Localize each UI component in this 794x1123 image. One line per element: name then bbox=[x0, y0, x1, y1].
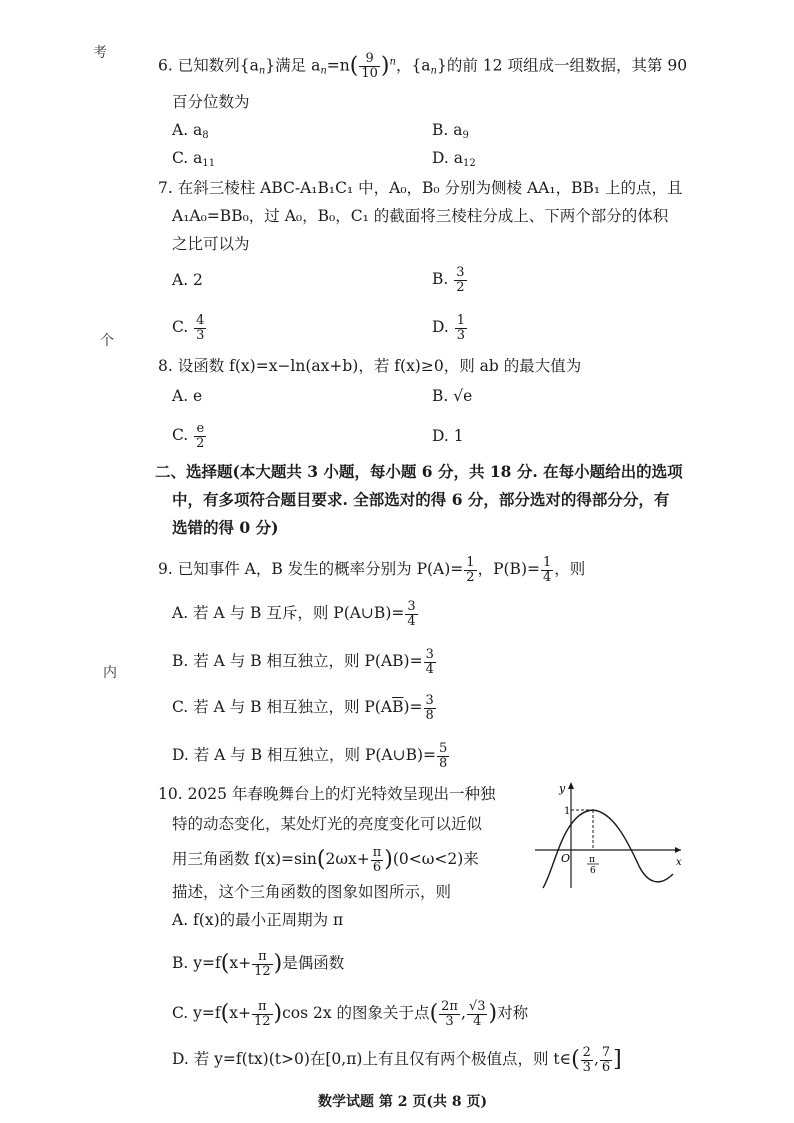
q7-option-d: D. $\frac{1}{3}$ bbox=[432, 312, 466, 343]
q7-stem-line3: 之比可以为 bbox=[172, 235, 250, 253]
q10-stem-line2: 特的动态变化，某处灯光的亮度变化可以近似 bbox=[172, 815, 483, 833]
section2-line3: 选错的得 0 分) bbox=[172, 518, 279, 537]
section2-line2: 中，有多项符合题目要求. 全部选对的得 6 分，部分选对的得部分分，有 bbox=[172, 490, 670, 509]
q10-option-d: D. 若 y=f(tx)(t>0)在[0,π)上有且仅有两个极值点，则 t∈( $\frac{2}{3}$ , $\frac{7}{6}$ ] bbox=[172, 1044, 622, 1075]
q9-option-c: C. 若 A 与 B 相互独立，则 $P(A\overline{B})=$ $\frac{3}{8}$ bbox=[172, 692, 434, 723]
q7-option-c: C. $\frac{4}{3}$ bbox=[172, 312, 205, 343]
q8-stem: 8. 设函数 f(x)=x−ln(ax+b)，若 f(x)≥0，则 ab 的最大值为 bbox=[158, 357, 582, 375]
q7-stem-line1: 7. 在斜三棱柱 ABC-A₁B₁C₁ 中，A₀，B₀ 分别为侧棱 AA₁，BB₁ 上的点，且 bbox=[158, 179, 683, 197]
y-axis-label: y bbox=[559, 782, 566, 795]
q6-option-b: B. $a_9$ bbox=[432, 121, 469, 141]
q8-option-b: B. √e bbox=[432, 387, 473, 405]
q7-option-b: B. $\frac{3}{2}$ bbox=[432, 264, 465, 295]
q8-option-c: C. $\frac{e}{2}$ bbox=[172, 420, 205, 451]
q10-stem-line3: 用三角函数 f(x)=sin(2ωx+ $\frac{\pi}{6}$ )(0<ω<2)来 bbox=[172, 844, 479, 875]
peak-value-label: 1 bbox=[564, 806, 571, 817]
margin-mark-top: 考 bbox=[93, 45, 107, 61]
q10-option-b: B. y=f(x+ $\frac{\pi}{12}$ )是偶函数 bbox=[172, 948, 345, 979]
margin-mark-middle: 个 bbox=[100, 333, 114, 349]
q6-stem-line2: 百分位数为 bbox=[172, 93, 250, 111]
y-axis-arrow-icon bbox=[568, 782, 574, 789]
q9-stem: 9. 已知事件 A，B 发生的概率分别为 P(A)= $\frac{1}{2}$ ，P(B)= $\frac{1}{4}$ ，则 bbox=[158, 554, 586, 585]
q8-option-d: D. 1 bbox=[432, 427, 464, 445]
q6-fraction: $\frac{9}{10}$ bbox=[361, 51, 378, 81]
q8-option-a: A. e bbox=[172, 387, 203, 405]
q6-option-d: D. $a_{12}$ bbox=[432, 149, 476, 169]
q6-option-a: A. $a_8$ bbox=[172, 121, 209, 141]
section2-line1: 二、选择题(本大题共 3 小题，每小题 6 分，共 18 分. 在每小题给出的选项 bbox=[155, 462, 683, 481]
x-axis-label: x bbox=[676, 857, 682, 868]
q10-option-c: C. y=f(x+ $\frac{\pi}{12}$ )cos 2x 的图象关于点( $\frac{2\pi}{3}$ , $\frac{√3}{4}$ )对称 bbox=[172, 998, 529, 1029]
sine-graph-figure bbox=[535, 780, 685, 890]
q6-stem-line1: 6. 已知数列$\{a_n\}$满足 $a_n=n$( $\frac{9}{10}$ )$^n$，$\{a_n\}$的前 12 项组成一组数据，其第 90 bbox=[158, 51, 688, 81]
origin-label: O bbox=[561, 852, 571, 865]
q6-option-c: C. $a_{11}$ bbox=[172, 149, 216, 169]
q10-stem-line1: 10. 2025 年春晚舞台上的灯光特效呈现出一种独 bbox=[158, 785, 496, 803]
page-footer: 数学试题 第 2 页(共 8 页) bbox=[318, 1094, 488, 1110]
q9-option-a: A. 若 A 与 B 互斥，则 P(A∪B)= $\frac{3}{4}$ bbox=[172, 598, 416, 629]
tick-denominator: 6 bbox=[590, 866, 596, 876]
q7-stem-line2: A₁A₀=BB₀，过 A₀，B₀，C₁ 的截面将三棱柱分成上、下两个部分的体积 bbox=[172, 207, 669, 225]
tick-numerator: π bbox=[589, 855, 595, 865]
q10-stem-line4: 描述，这个三角函数的图象如图所示，则 bbox=[172, 883, 452, 901]
sine-curve bbox=[543, 810, 673, 888]
q9-option-b: B. 若 A 与 B 相互独立，则 P(AB)= $\frac{3}{4}$ bbox=[172, 646, 434, 677]
q10-option-a: A. f(x)的最小正周期为 π bbox=[172, 911, 344, 929]
margin-mark-lower: 内 bbox=[103, 665, 117, 681]
x-axis-arrow-icon bbox=[675, 847, 681, 853]
q9-option-d: D. 若 A 与 B 相互独立，则 P(A∪B)= $\frac{5}{8}$ bbox=[172, 740, 448, 771]
q7-option-a: A. 2 bbox=[172, 271, 203, 289]
